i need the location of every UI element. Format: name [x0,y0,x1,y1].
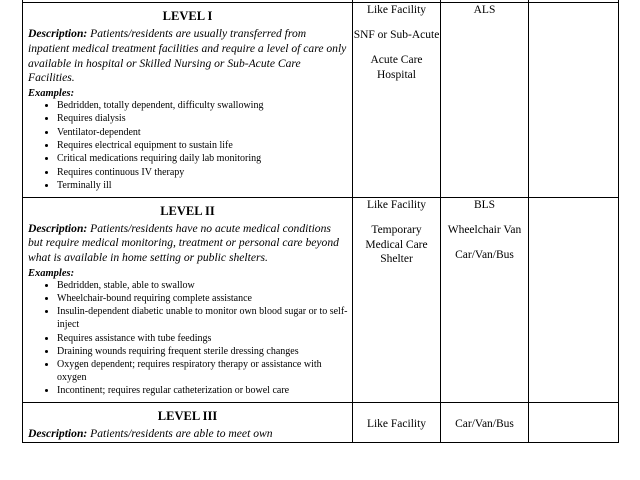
list-item: • Draining wounds requiring frequent sterile dressing changes [57,346,348,359]
transport-type-cell [441,403,529,443]
level-description [28,222,348,266]
transport-type-value: Car/Van/Bus [455,248,514,261]
facility-type-cell [353,197,441,402]
level-title: LEVEL II [160,203,215,218]
list-item: • Incontinent; requires regular catheterization or bowel care [57,385,348,398]
list-item: • Insulin-dependent diabetic unable to monitor own blood sugar or to self-inject [57,306,348,332]
description-label: Description: [28,427,88,440]
residents-cell [529,3,619,197]
description-label: Description: [28,221,88,235]
table-body [23,3,619,443]
examples-list [23,280,352,398]
list-item: • Bedridden, stable, able to swallow [57,280,348,293]
level-of-care-cell [23,3,353,197]
description-label: Description: [28,27,88,41]
level-of-care-cell [23,403,353,443]
list-item: • Ventilator-dependent [57,127,348,140]
list-item: • Requires dialysis [57,113,348,126]
list-item: • Terminally ill [57,180,348,193]
list-item: • Requires assistance with tube feedings [57,333,348,346]
transport-type-value: Wheelchair Van [447,223,522,236]
examples-label: Examples: [28,267,75,279]
list-item: • Oxygen dependent; requires respiratory therapy or assistance with oxygen [57,359,348,385]
level-title: LEVEL I [162,9,213,24]
description-text: Patients/residents are usually transferred from inpatient medical treatment facilities and require a level of care only available in hospital or Skilled Nursing or Sub-Acute Care Facilities. [28,27,347,85]
transport-type-cell [441,197,529,402]
facility-type-value: Like Facility [366,4,427,17]
facility-type-cell [353,3,441,197]
residents-cell [529,403,619,443]
list-item: • Bedridden, totally dependent, difficulty swallowing [57,100,348,113]
level-of-care-cell [23,197,353,402]
transport-type-cell [441,3,529,197]
transport-type-value: Car/Van/Bus [455,418,514,430]
list-item: • Wheelchair-bound requiring complete assistance [57,293,348,306]
level-title: LEVEL III [157,409,218,423]
examples-list [23,100,352,193]
table-row [23,197,619,402]
level-description [28,427,348,442]
residents-cell [529,197,619,402]
table-row [23,403,619,443]
examples-label: Examples: [28,88,75,100]
facility-type-value: Like Facility [366,198,427,211]
description-text: Patients/residents are able to meet own [87,427,273,440]
list-item: • Requires continuous IV therapy [57,167,348,180]
facility-type-value: Acute Care Hospital [370,54,423,82]
facility-type-value: Like Facility [366,418,427,430]
transport-type-value: ALS [473,4,496,17]
facility-type-value: Temporary Medical Care Shelter [365,223,428,266]
level-description [28,27,348,86]
description-text: Patients/residents have no acute medical conditions but require medical monitoring, treatment or personal care beyond what is available in home setting or public shelters. [28,221,339,265]
list-item: • Requires electrical equipment to sustain life [57,140,348,153]
facility-type-cell [353,403,441,443]
level-of-care-matrix-table [22,0,619,443]
transport-type-value: BLS [473,198,496,211]
facility-type-value: SNF or Sub-Acute [353,29,440,42]
list-item: • Critical medications requiring daily lab monitoring [57,153,348,166]
table-row [23,3,619,197]
